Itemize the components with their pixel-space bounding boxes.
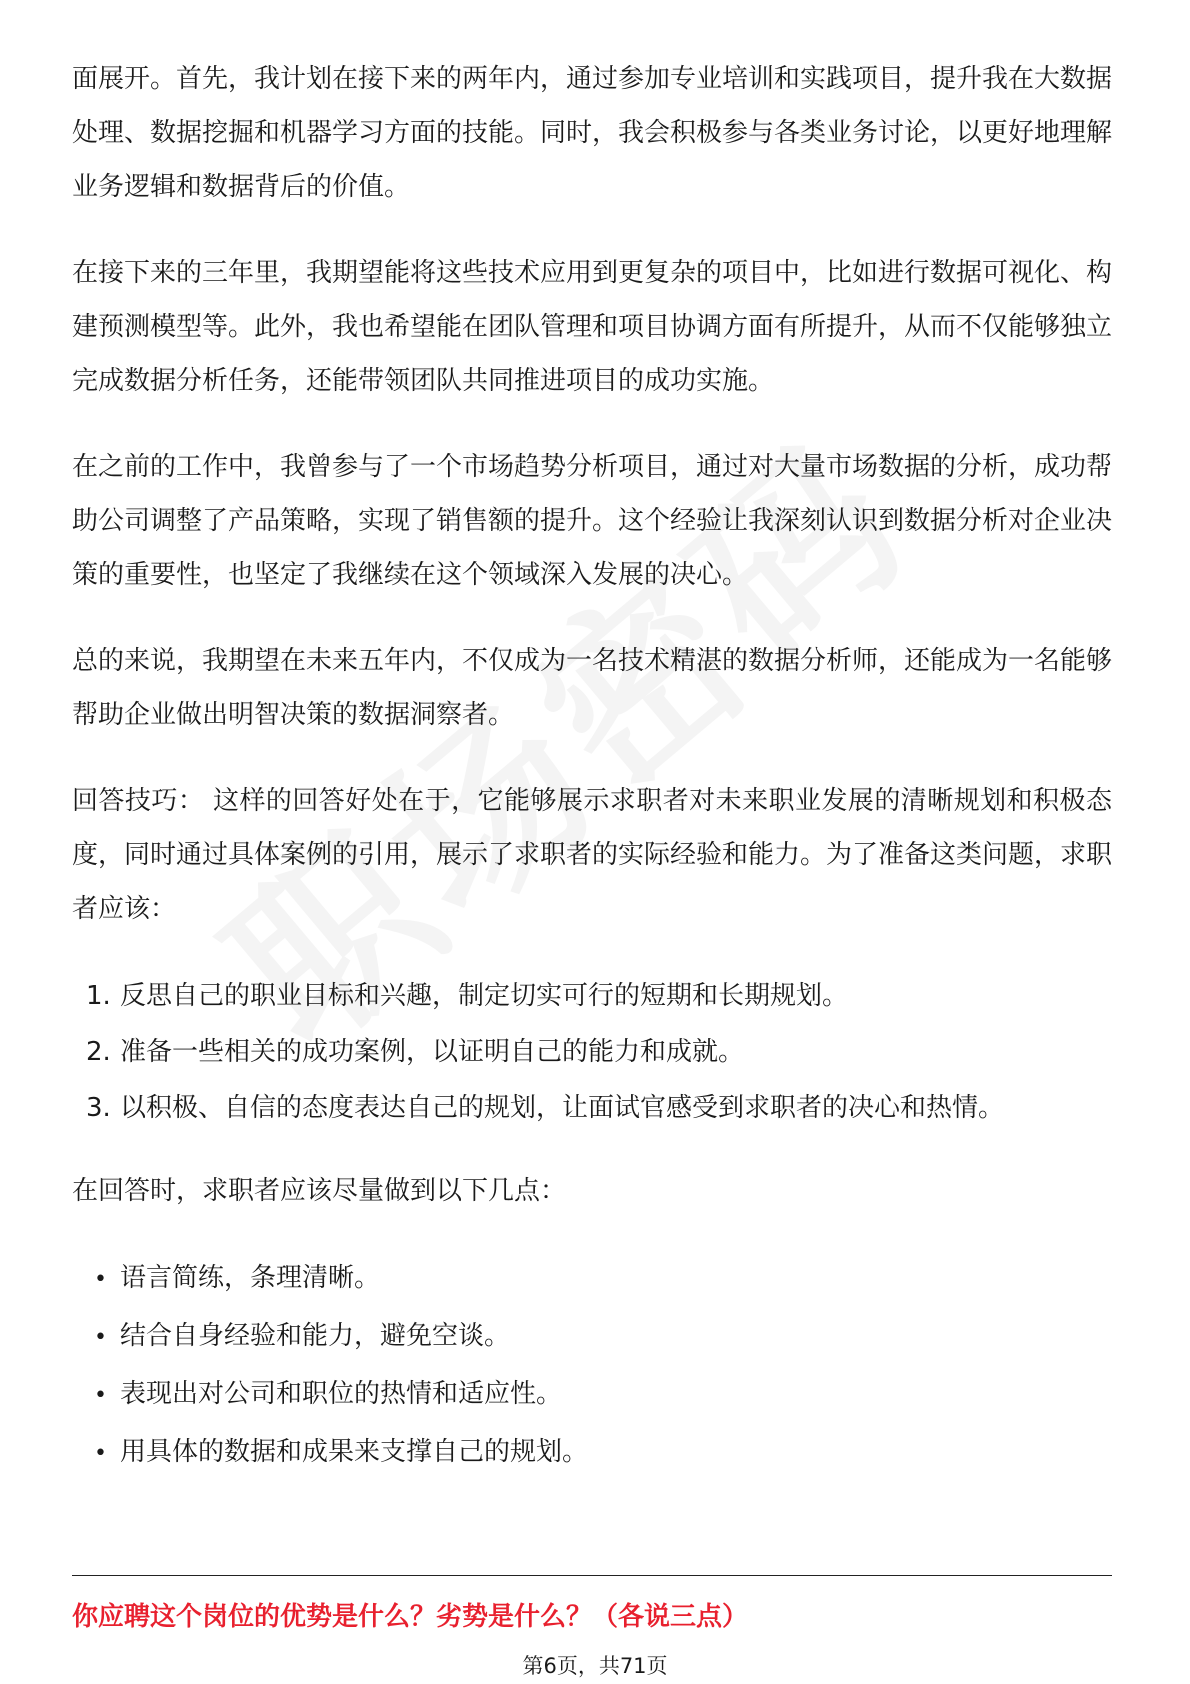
- paragraph-2: 在接下来的三年里，我期望能将这些技术应用到更复杂的项目中，比如进行数据可视化、构建预测模型等。此外，我也希望能在团队管理和项目协调方面有所提升，从而不仅能够独立完成数据分析任务，还能带领团队共同推进项目的成功实施。: [72, 258, 1113, 396]
- list-number: 1.: [86, 981, 111, 1011]
- unordered-intro: 在回答时，求职者应该尽量做到以下几点：: [72, 1176, 567, 1206]
- list-item: [72, 968, 1112, 1024]
- list-item: [72, 1250, 1112, 1308]
- bullet-icon: •: [94, 1325, 107, 1350]
- list-item: [72, 1424, 1112, 1482]
- next-question-heading: 你应聘这个岗位的优势是什么？劣势是什么？（各说三点）: [72, 1602, 749, 1632]
- list-item-text: 准备一些相关的成功案例，以证明自己的能力和成就。: [120, 1037, 745, 1067]
- answer-tips-paragraph: 回答技巧： 这样的回答好处在于，它能够展示求职者对未来职业发展的清晰规划和积极态度，同时通过具体案例的引用，展示了求职者的实际经验和能力。为了准备这类问题，求职者应该：: [72, 786, 1113, 924]
- list-item: [72, 1366, 1112, 1424]
- ordered-list: [72, 968, 1112, 1136]
- unordered-list: [72, 1250, 1112, 1482]
- paragraph-1: 面展开。首先，我计划在接下来的两年内，通过参加专业培训和实践项目，提升我在大数据处理、数据挖掘和机器学习方面的技能。同时，我会积极参与各类业务讨论，以更好地理解业务逻辑和数据背后的价值。: [72, 64, 1113, 202]
- list-item: [72, 1080, 1112, 1136]
- list-item-text: 反思自己的职业目标和兴趣，制定切实可行的短期和长期规划。: [120, 981, 849, 1011]
- paragraph-4: 总的来说，我期望在未来五年内，不仅成为一名技术精湛的数据分析师，还能成为一名能够帮助企业做出明智决策的数据洞察者。: [72, 646, 1113, 730]
- document-body: [72, 52, 1112, 1510]
- list-number: 3.: [86, 1093, 111, 1123]
- page-footer: 第6页，共71页: [522, 1654, 668, 1678]
- bullet-icon: •: [94, 1383, 107, 1408]
- list-item-text: 表现出对公司和职位的热情和适应性。: [120, 1379, 563, 1409]
- list-item: [72, 1024, 1112, 1080]
- list-item-text: 语言简练，条理清晰。: [120, 1263, 381, 1293]
- list-item-text: 结合自身经验和能力，避免空谈。: [120, 1321, 511, 1351]
- list-item-text: 以积极、自信的态度表达自己的规划，让面试官感受到求职者的决心和热情。: [120, 1093, 1005, 1123]
- bullet-icon: •: [94, 1441, 107, 1466]
- bullet-icon: •: [94, 1267, 107, 1292]
- list-item: [72, 1308, 1112, 1366]
- paragraph-3: 在之前的工作中，我曾参与了一个市场趋势分析项目，通过对大量市场数据的分析，成功帮助公司调整了产品策略，实现了销售额的提升。这个经验让我深刻认识到数据分析对企业决策的重要性，也坚定了我继续在这个领域深入发展的决心。: [72, 452, 1113, 590]
- list-item-text: 用具体的数据和成果来支撑自己的规划。: [120, 1437, 589, 1467]
- list-number: 2.: [86, 1037, 111, 1067]
- section-divider: [72, 1575, 1112, 1576]
